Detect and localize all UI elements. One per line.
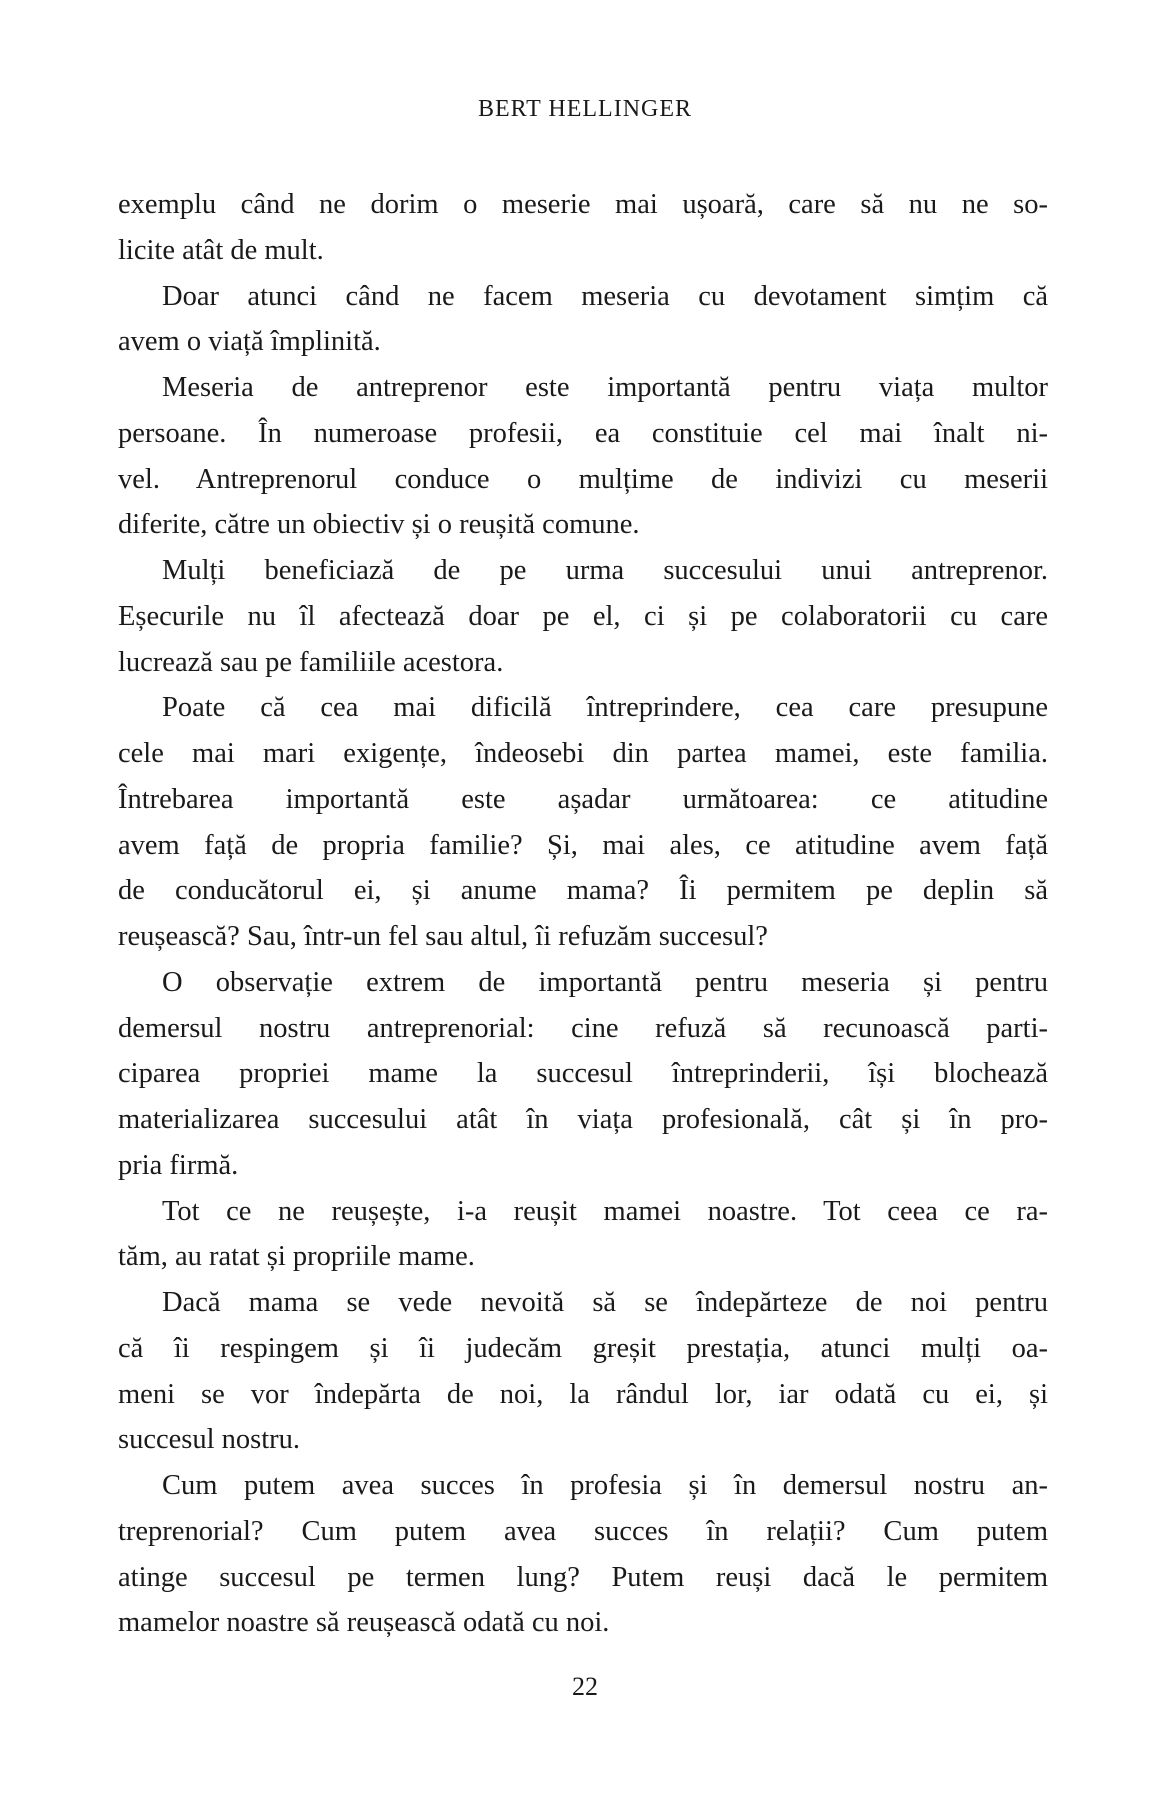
- text-line: ciparea propriei mame la succesul întreprinderii, își blochează: [118, 1058, 1048, 1090]
- text-line: Eșecurile nu îl afectează doar pe el, ci și pe colaboratorii cu care: [118, 600, 1048, 632]
- text-line: mamelor noastre să reușească odată cu noi.: [118, 1607, 610, 1639]
- text-line: Mulți beneficiază de pe urma succesului unui antreprenor.: [162, 555, 1048, 586]
- text-line: Întrebarea importantă este așadar următoarea: ce atitudine: [118, 783, 1048, 815]
- body-text: [118, 182, 1048, 1646]
- paragraph: [118, 365, 1048, 548]
- text-line: meni se vor îndepărta de noi, la rândul lor, iar odată cu ei, și: [118, 1378, 1048, 1410]
- text-line: Meseria de antreprenor este importantă pentru viața multor: [162, 372, 1048, 403]
- text-line: pria firmă.: [118, 1149, 239, 1181]
- text-line: avem față de propria familie? Și, mai ales, ce atitudine avem față: [118, 829, 1048, 861]
- text-line: materializarea succesului atât în viața profesională, cât și în pro-: [118, 1104, 1048, 1135]
- text-line: exemplu când ne dorim o meserie mai ușoară, care să nu ne so-: [118, 189, 1048, 220]
- paragraph: [118, 960, 1048, 1189]
- text-line: avem o viață împlinită.: [118, 326, 381, 358]
- text-line: diferite, către un obiectiv și o reușită comune.: [118, 509, 640, 541]
- paragraph: [118, 1189, 1048, 1281]
- text-line: tăm, au ratat și propriile mame.: [118, 1241, 475, 1273]
- text-line: Dacă mama se vede nevoită să se îndepărteze de noi pentru: [162, 1287, 1048, 1318]
- paragraph: [118, 182, 1048, 274]
- text-line: Doar atunci când ne facem meseria cu devotament simțim că: [162, 280, 1048, 312]
- page-number: 22: [572, 1672, 598, 1701]
- text-line: lucrează sau pe familiile acestora.: [118, 646, 504, 678]
- text-line: Poate că cea mai dificilă întreprindere, cea care presupune: [162, 692, 1048, 724]
- paragraph: [118, 274, 1048, 366]
- paragraph: [118, 685, 1048, 960]
- text-line: Cum putem avea succes în profesia și în demersul nostru an-: [162, 1470, 1048, 1501]
- text-line: treprenorial? Cum putem avea succes în relații? Cum putem: [118, 1515, 1048, 1547]
- text-line: licite atât de mult.: [118, 234, 324, 266]
- paragraph: [118, 1280, 1048, 1463]
- text-line: de conducătorul ei, și anume mama? Îi permitem pe deplin să: [118, 875, 1048, 907]
- text-line: că îi respingem și îi judecăm greșit prestația, atunci mulți oa-: [118, 1332, 1048, 1364]
- text-line: succesul nostru.: [118, 1424, 301, 1456]
- paragraph: [118, 548, 1048, 685]
- text-line: cele mai mari exigențe, îndeosebi din partea mamei, este familia.: [118, 738, 1048, 769]
- text-line: Tot ce ne reușește, i-a reușit mamei noastre. Tot ceea ce ra-: [162, 1195, 1048, 1227]
- paragraph: [118, 1463, 1048, 1646]
- running-header: BERT HELLINGER: [477, 96, 693, 122]
- text-line: persoane. În numeroase profesii, ea constituie cel mai înalt ni-: [118, 417, 1048, 449]
- text-line: vel. Antreprenorul conduce o mulțime de indivizi cu meserii: [118, 463, 1048, 495]
- text-line: reușească? Sau, într-un fel sau altul, îi refuzăm succesul?: [118, 921, 768, 952]
- text-line: O observație extrem de importantă pentru meseria și pentru: [162, 966, 1048, 998]
- text-line: demersul nostru antreprenorial: cine refuză să recunoască parti-: [118, 1012, 1048, 1044]
- text-line: atinge succesul pe termen lung? Putem reuși dacă le permitem: [118, 1561, 1048, 1593]
